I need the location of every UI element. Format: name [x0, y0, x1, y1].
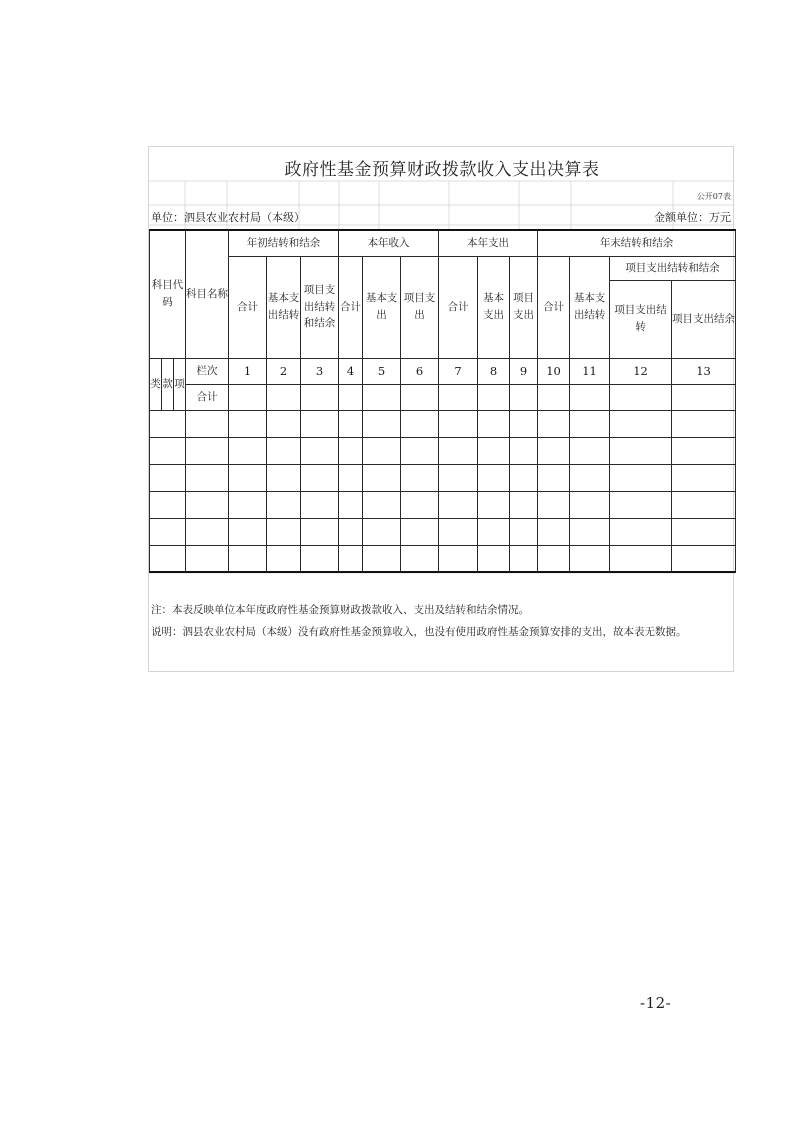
page-number: -12-: [640, 994, 672, 1012]
amount-unit-label: 金额单位：万元: [654, 211, 731, 224]
table-row: [150, 410, 736, 437]
column-number: 3: [301, 358, 339, 384]
form-number: 公开07表: [696, 192, 731, 201]
project-carry-header: 项目支出结转: [610, 280, 672, 358]
project-surplus-header: 项目支出结余: [672, 280, 736, 358]
note-line-2: 说明：泗县农业农村局（本级）没有政府性基金预算收入，也没有使用政府性基金预算安排的支出，故本表无数据。: [151, 626, 687, 638]
begin-basic-carry-header: 基本支出结转: [267, 256, 301, 358]
table-row: [150, 518, 736, 545]
column-number: 5: [363, 358, 401, 384]
document-title: 政府性基金预算财政拨款收入支出决算表: [284, 160, 600, 180]
column-number: 11: [570, 358, 610, 384]
begin-total-header: 合计: [229, 256, 267, 358]
header-row-2: [150, 256, 736, 280]
begin-balance-header: 年初结转和结余: [229, 230, 339, 256]
column-number: 2: [267, 358, 301, 384]
subject-name-header: 科目名称: [186, 230, 229, 358]
spreadsheet-sheet: [148, 146, 734, 672]
column-number: 4: [339, 358, 363, 384]
expense-basic-header: 基本支出: [478, 256, 510, 358]
income-basic-expense-header: 基本支出: [363, 256, 401, 358]
table-row: [150, 491, 736, 518]
kuan-label: 款: [162, 358, 174, 410]
total-row-label: 合计: [186, 384, 229, 410]
table-row: [150, 545, 736, 572]
column-number: 8: [478, 358, 510, 384]
total-row: [150, 384, 736, 410]
column-number: 1: [229, 358, 267, 384]
end-balance-header: 年末结转和结余: [538, 230, 736, 256]
subject-code-header: 科目代码: [150, 230, 186, 358]
header-row-1: [150, 230, 736, 256]
xiang-label: 项: [174, 358, 186, 410]
notes-section: [149, 599, 735, 643]
column-number: 13: [672, 358, 736, 384]
index-row: [150, 358, 736, 384]
income-header: 本年收入: [339, 230, 439, 256]
lei-label: 类: [150, 358, 162, 410]
column-number: 9: [510, 358, 538, 384]
income-total-header: 合计: [339, 256, 363, 358]
table-row: [150, 437, 736, 464]
budget-table: [149, 229, 736, 573]
end-total-header: 合计: [538, 256, 570, 358]
unit-label: 单位：泗县农业农村局（本级）: [151, 211, 305, 224]
end-basic-carry-header: 基本支出结转: [570, 256, 610, 358]
begin-project-carry-balance-header: 项目支出结转和结余: [301, 256, 339, 358]
note-line-1: 注：本表反映单位本年度政府性基金预算财政拨款收入、支出及结转和结余情况。: [151, 604, 529, 616]
expense-header: 本年支出: [439, 230, 538, 256]
expense-project-header: 项目支出: [510, 256, 538, 358]
project-balance-header: 项目支出结转和结余: [610, 256, 736, 280]
expense-total-header: 合计: [439, 256, 478, 358]
table-row: [150, 464, 736, 491]
column-number: 12: [610, 358, 672, 384]
column-number: 6: [401, 358, 439, 384]
column-index-label: 栏次: [186, 358, 229, 384]
column-number: 10: [538, 358, 570, 384]
income-project-expense-header: 项目支出: [401, 256, 439, 358]
column-number: 7: [439, 358, 478, 384]
